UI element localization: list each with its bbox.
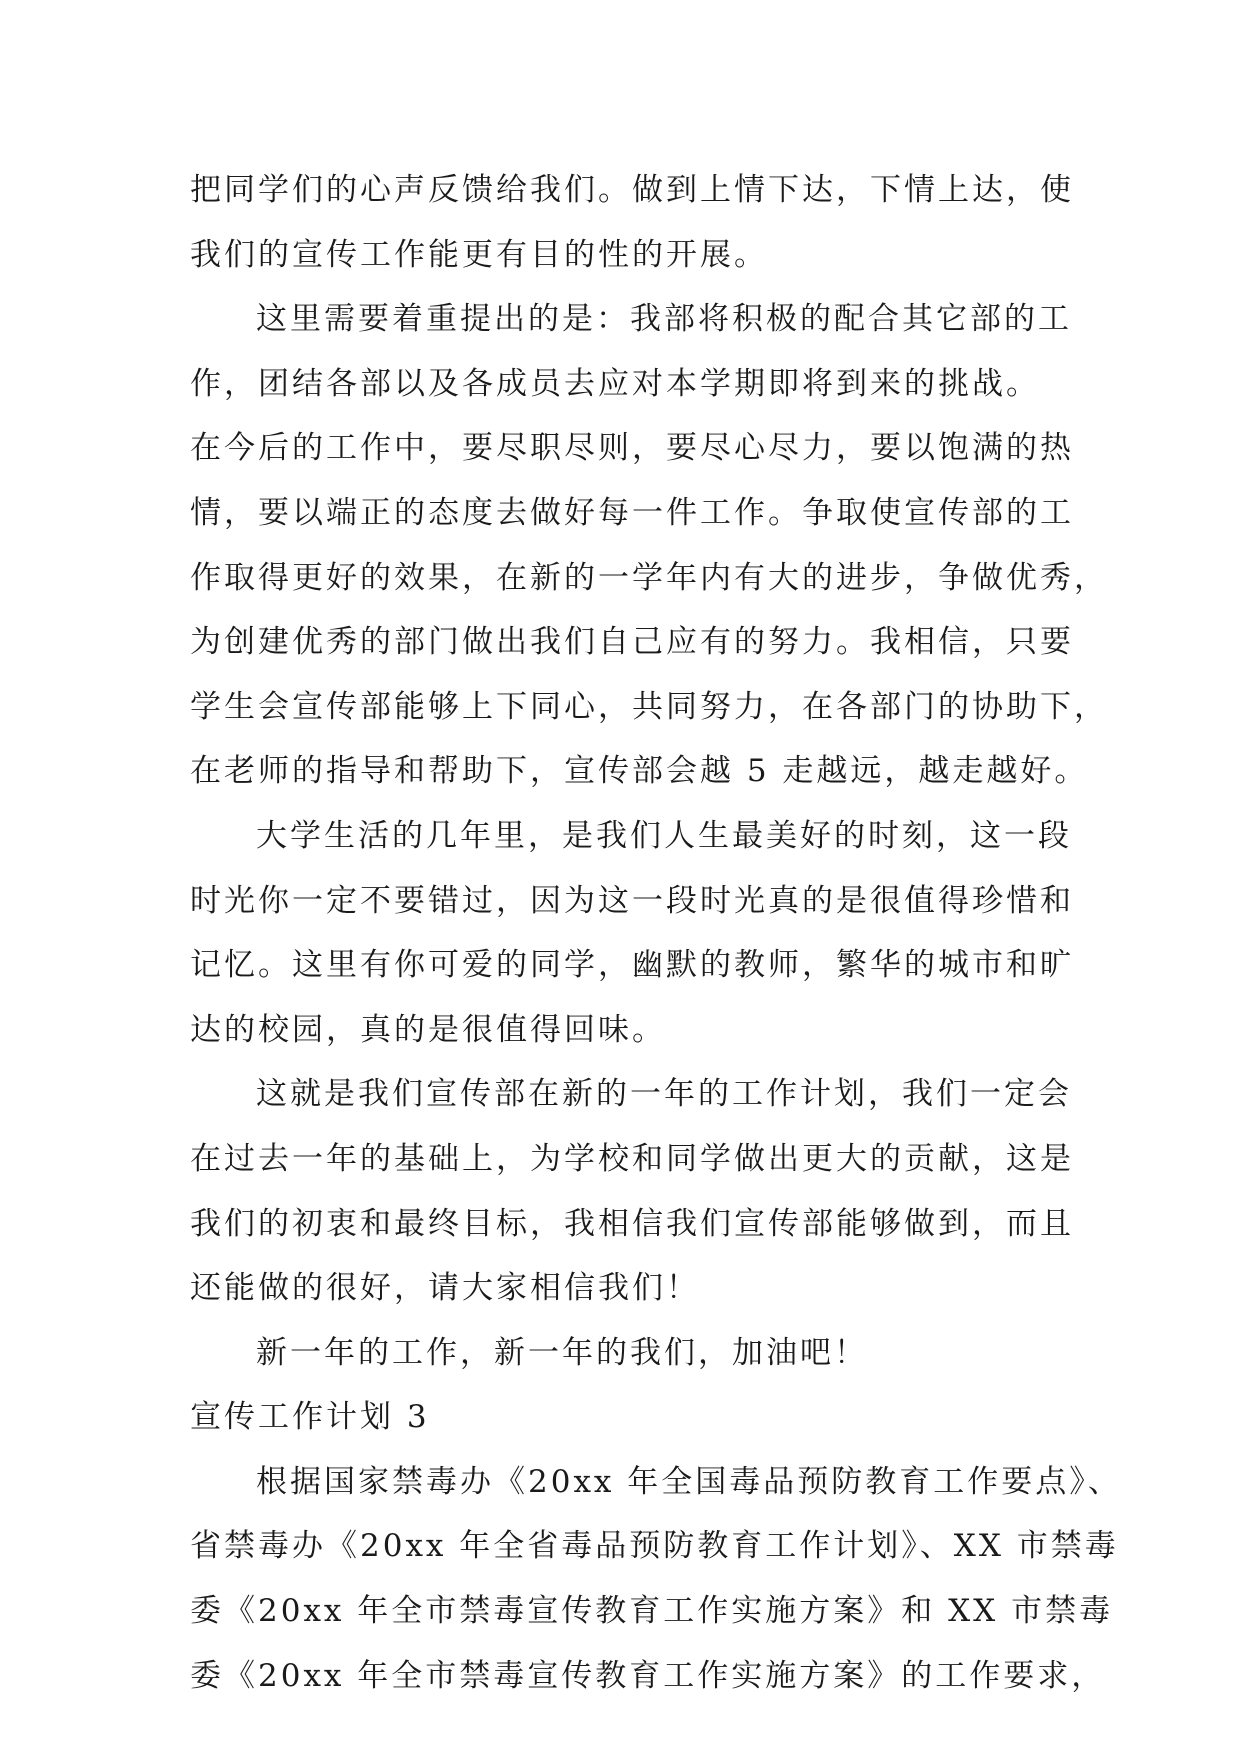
text-line: 时光你一定不要错过，因为这一段时光真的是很值得珍惜和 [190,882,1074,919]
text-line: 委《20xx 年全市禁毒宣传教育工作实施方案》的工作要求， [190,1657,1106,1694]
text-line: 新一年的工作，新一年的我们，加油吧！ [256,1334,868,1371]
text-line: 作，团结各部以及各成员去应对本学期即将到来的挑战。 [190,365,1040,402]
text-line: 我们的初衷和最终目标，我相信我们宣传部能够做到，而且 [190,1205,1074,1242]
section-heading: 宣传工作计划 3 [190,1399,430,1436]
text-line: 作取得更好的效果，在新的一学年内有大的进步，争做优秀， [190,559,1108,596]
text-line: 为创建优秀的部门做出我们自己应有的努力。我相信，只要 [190,624,1074,661]
text-line: 大学生活的几年里，是我们人生最美好的时刻，这一段 [256,817,1072,854]
text-line: 省禁毒办《20xx 年全省毒品预防教育工作计划》、XX 市禁毒 [190,1528,1119,1565]
text-line: 这里需要着重提出的是：我部将积极的配合其它部的工 [256,301,1072,338]
text-line: 记忆。这里有你可爱的同学，幽默的教师，繁华的城市和旷 [190,947,1074,984]
text-line: 还能做的很好，请大家相信我们！ [190,1270,700,1307]
text-line: 在今后的工作中，要尽职尽则，要尽心尽力，要以饱满的热 [190,430,1074,467]
text-line: 学生会宣传部能够上下同心，共同努力，在各部门的协助下， [190,688,1108,725]
text-line: 在过去一年的基础上，为学校和同学做出更大的贡献，这是 [190,1140,1074,1177]
text-line: 把同学们的心声反馈给我们。做到上情下达，下情上达，使 [190,172,1074,208]
text-line: 这就是我们宣传部在新的一年的工作计划，我们一定会 [256,1076,1072,1113]
text-line: 委《20xx 年全市禁毒宣传教育工作实施方案》和 XX 市禁毒 [190,1593,1114,1630]
text-line: 我们的宣传工作能更有目的性的开展。 [190,236,768,273]
text-line: 达的校园，真的是很值得回味。 [190,1011,666,1048]
document-body [190,158,1122,1708]
text-line: 在老师的指导和帮助下，宣传部会越 5 走越远，越走越好。 [190,753,1089,790]
text-line: 根据国家禁毒办《20xx 年全国毒品预防教育工作要点》、 [256,1463,1122,1500]
text-line: 情，要以端正的态度去做好每一件工作。争取使宣传部的工 [190,494,1074,531]
